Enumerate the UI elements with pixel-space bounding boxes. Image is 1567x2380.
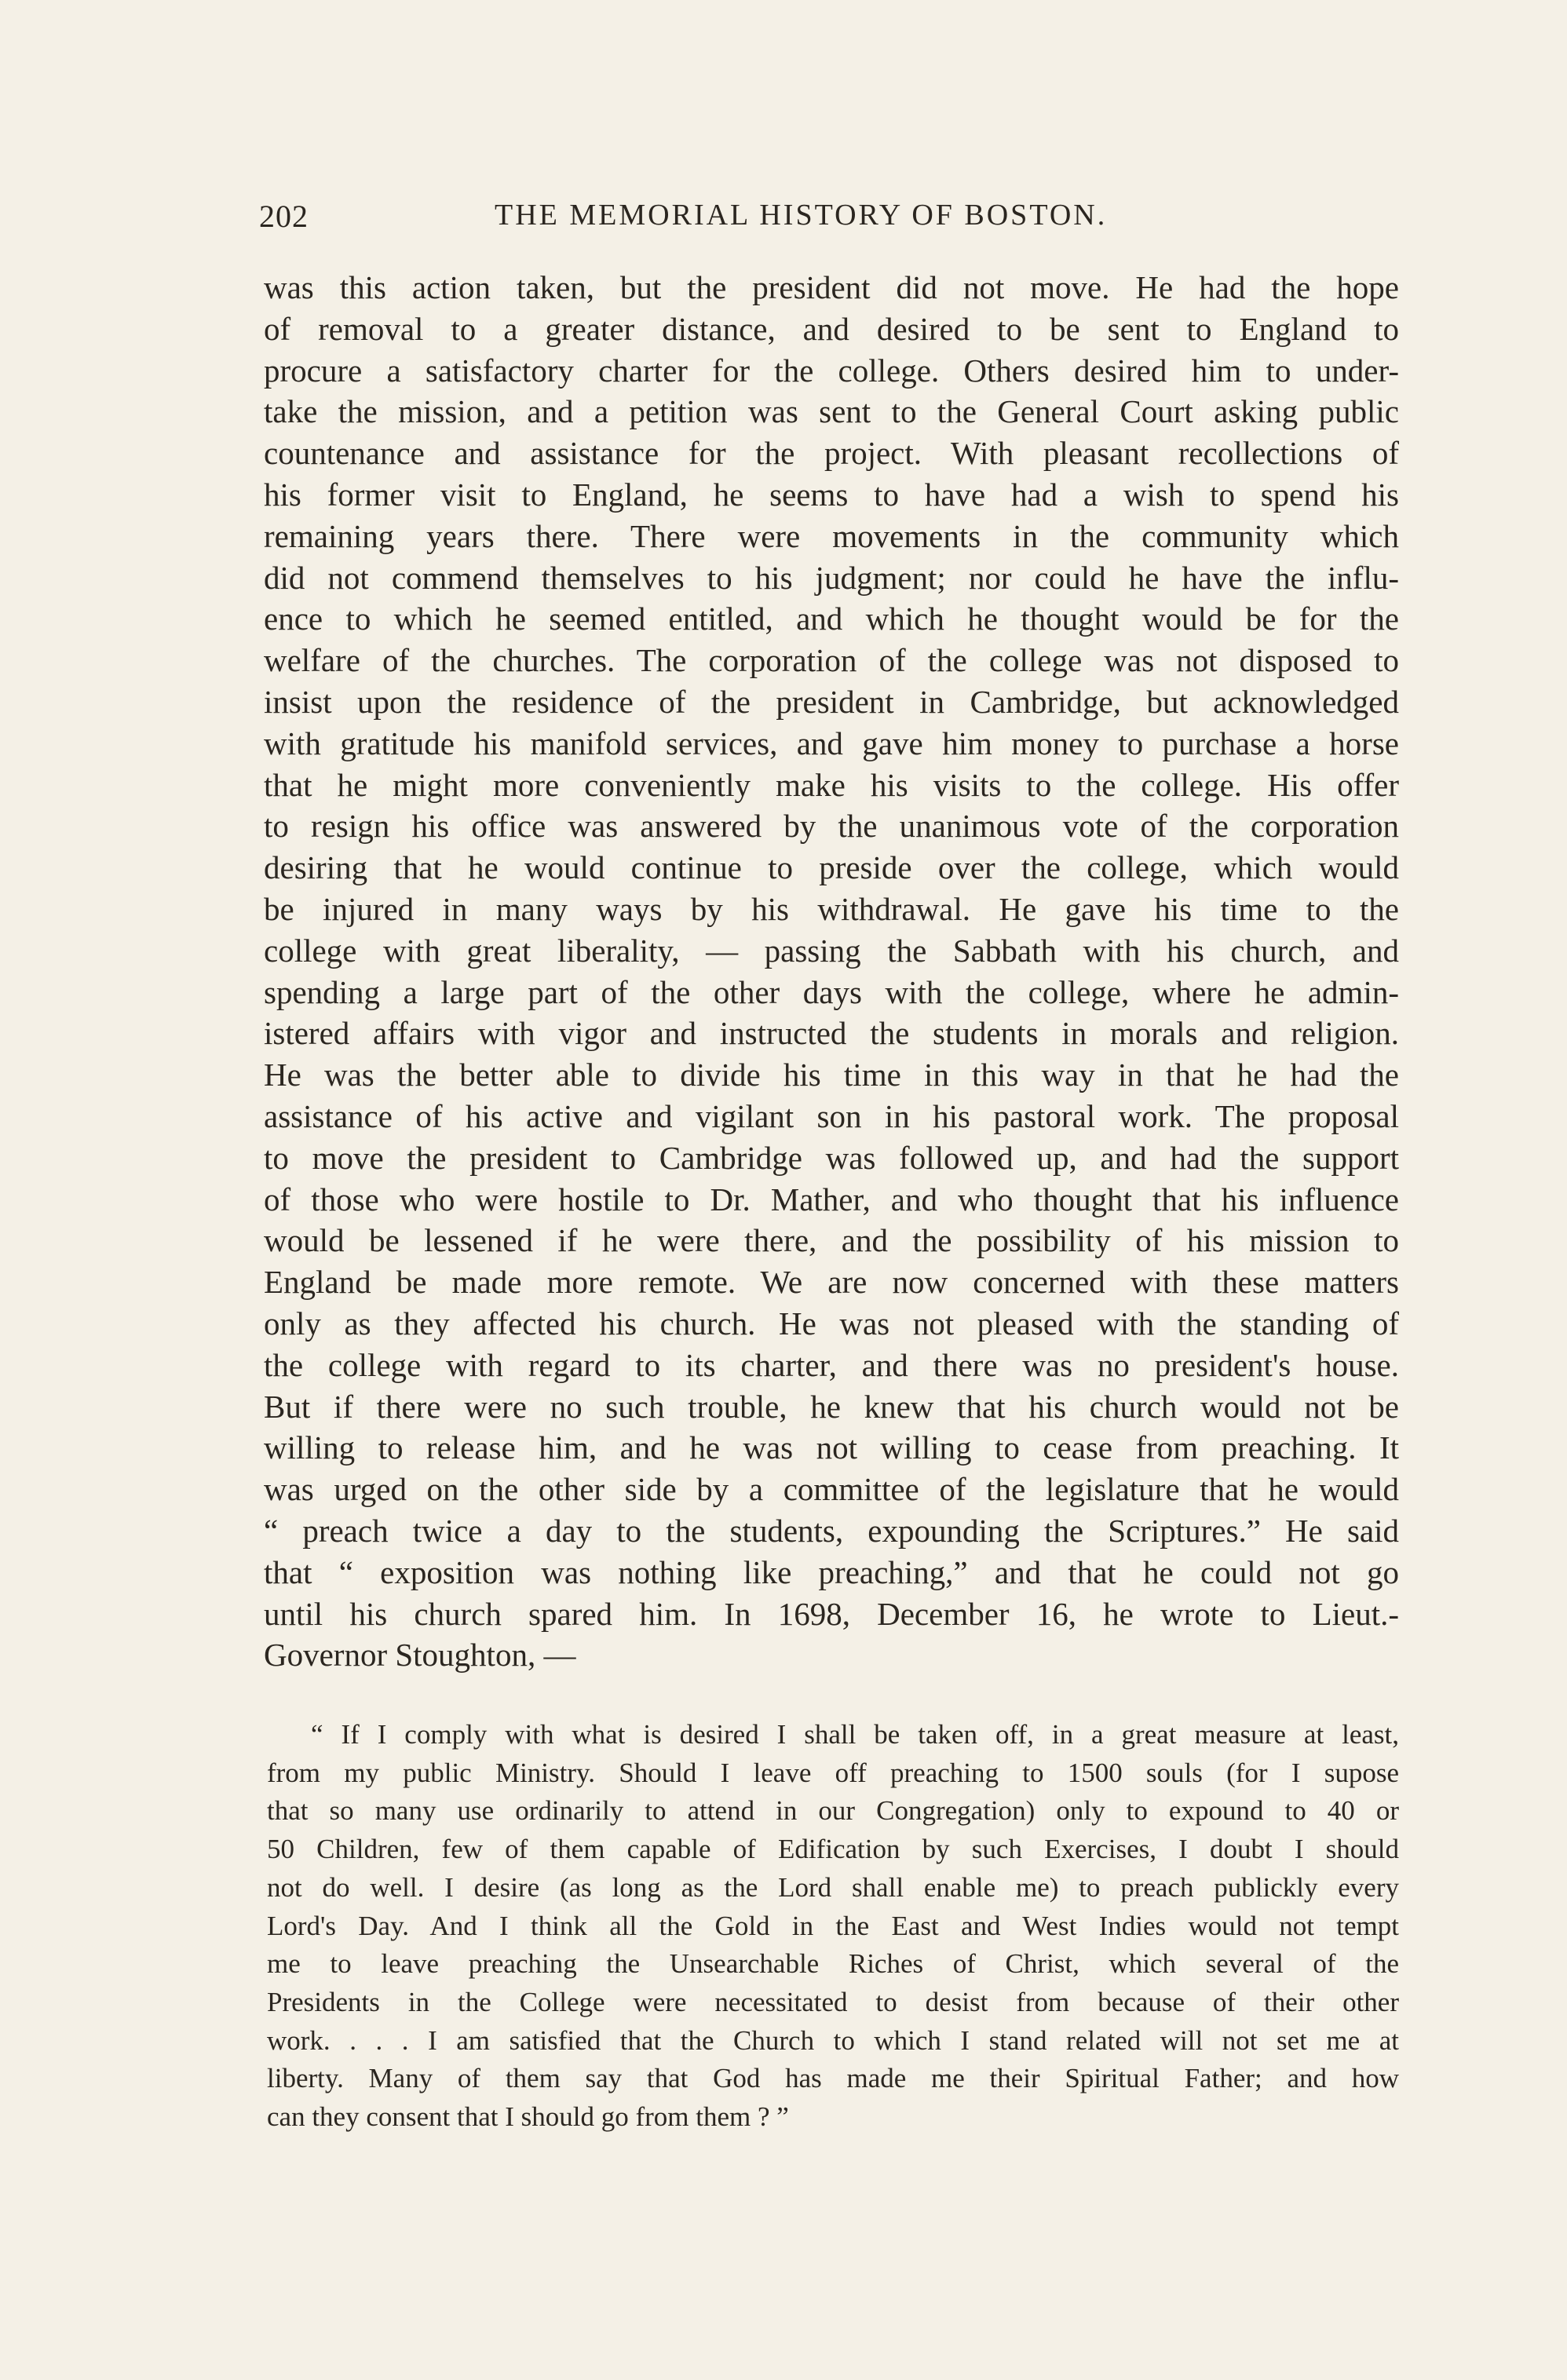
body-line: college with great liberality, — passing the Sabbath with his church, and <box>264 932 1399 969</box>
body-line: his former visit to England, he seems to have had a wish to spend his <box>264 476 1399 513</box>
body-line: England be made more remote. We are now concerned with these matters <box>264 1264 1399 1301</box>
body-line: of removal to a greater distance, and desired to be sent to England to <box>264 310 1399 347</box>
page-header <box>259 198 1405 237</box>
body-line: that “ exposition was nothing like preaching,” and that he could not go <box>264 1553 1399 1590</box>
body-line: was this action taken, but the president did not move. He had the hope <box>264 269 1399 305</box>
body-line: welfare of the churches. The corporation of the college was not disposed to <box>264 642 1399 679</box>
body-line: ence to which he seemed entitled, and which he thought would be for the <box>264 600 1399 637</box>
body-line: did not commend themselves to his judgment; nor could he have the influ- <box>264 559 1399 596</box>
body-line: desiring that he would continue to preside over the college, which would <box>264 849 1399 886</box>
body-line: procure a satisfactory charter for the college. Others desired him to under- <box>264 352 1399 389</box>
body-line: countenance and assistance for the project. With pleasant recollections of <box>264 435 1399 472</box>
body-line: assistance of his active and vigilant son in his pastoral work. The proposal <box>264 1097 1399 1134</box>
body-line: willing to release him, and he was not willing to cease from preaching. It <box>264 1429 1399 1466</box>
body-line: with gratitude his manifold services, and gave him money to purchase a horse <box>264 725 1399 761</box>
body-line: “ preach twice a day to the students, expounding the Scriptures.” He said <box>264 1512 1399 1549</box>
page-number: 202 <box>259 199 309 234</box>
quote-line: Lord's Day. And I think all the Gold in the East and West Indies would not tempt <box>267 1910 1399 1941</box>
body-line: He was the better able to divide his time in this way in that he had the <box>264 1057 1399 1093</box>
body-line: to move the president to Cambridge was followed up, and had the support <box>264 1139 1399 1176</box>
body-line: remaining years there. There were movements in the community which <box>264 517 1399 554</box>
body-line: istered affairs with vigor and instructed the students in morals and religion. <box>264 1015 1399 1052</box>
body-line: would be lessened if he were there, and the possibility of his mission to <box>264 1222 1399 1259</box>
running-title: THE MEMORIAL HISTORY OF BOSTON. <box>495 199 1108 232</box>
block-quote <box>267 1716 1399 2137</box>
body-line: insist upon the residence of the president in Cambridge, but acknowledged <box>264 683 1399 720</box>
body-line: was urged on the other side by a committee of the legislature that he would <box>264 1471 1399 1508</box>
quote-line: from my public Ministry. Should I leave off preaching to 1500 souls (for I supose <box>267 1757 1399 1788</box>
body-line: only as they affected his church. He was not pleased with the standing of <box>264 1305 1399 1341</box>
quote-line: work. . . . I am satisfied that the Church to which I stand related will not set me at <box>267 2024 1399 2056</box>
body-line: that he might more conveniently make his visits to the college. His offer <box>264 766 1399 803</box>
quote-line: “ If I comply with what is desired I shall be taken off, in a great measure at least, <box>311 1719 1399 1750</box>
body-line: of those who were hostile to Dr. Mather, and who thought that his influence <box>264 1181 1399 1217</box>
body-line: Governor Stoughton, — <box>264 1637 576 1674</box>
quote-line: that so many use ordinarily to attend in our Congregation) only to expound to 40 or <box>267 1795 1399 1827</box>
body-line: be injured in many ways by his withdrawal. He gave his time to the <box>264 890 1399 927</box>
body-line: to resign his office was answered by the unanimous vote of the corporation <box>264 808 1399 845</box>
quote-line: Presidents in the College were necessitated to desist from because of their other <box>267 1986 1399 2017</box>
quote-line: not do well. I desire (as long as the Lord shall enable me) to preach publickly every <box>267 1871 1399 1903</box>
body-line: spending a large part of the other days with the college, where he admin- <box>264 973 1399 1010</box>
body-line: take the mission, and a petition was sent to the General Court asking public <box>264 393 1399 430</box>
quote-line: 50 Children, few of them capable of Edification by such Exercises, I doubt I should <box>267 1834 1399 1865</box>
body-line: the college with regard to its charter, and there was no president's house. <box>264 1346 1399 1383</box>
quote-line: can they consent that I should go from them ? ” <box>267 2101 789 2133</box>
body-line: until his church spared him. In 1698, December 16, he wrote to Lieut.- <box>264 1595 1399 1632</box>
quote-line: liberty. Many of them say that God has made me their Spiritual Father; and how <box>267 2063 1399 2094</box>
body-line: But if there were no such trouble, he knew that his church would not be <box>264 1388 1399 1425</box>
quote-line: me to leave preaching the Unsearchable Riches of Christ, which several of the <box>267 1948 1399 1980</box>
body-text <box>264 267 1399 1676</box>
